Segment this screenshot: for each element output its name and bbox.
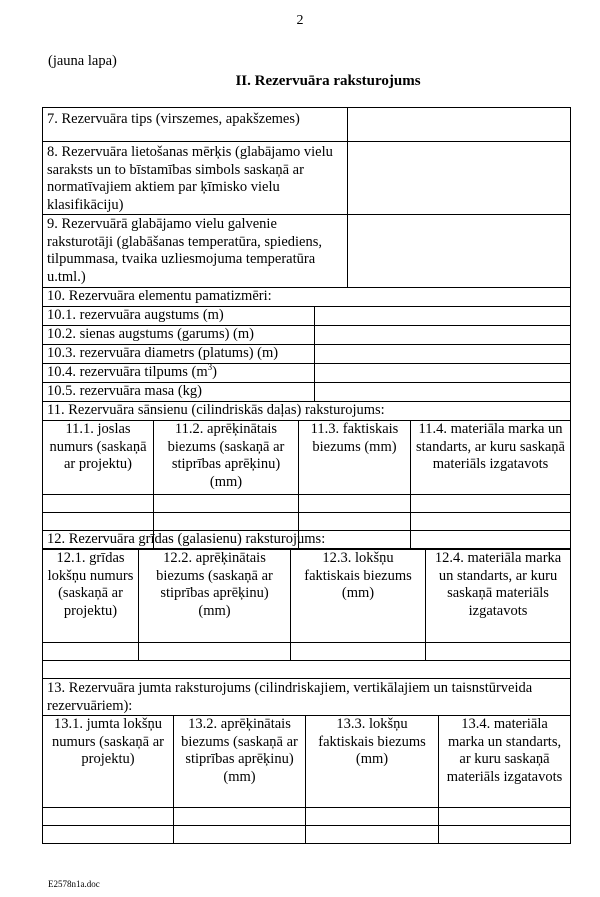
row-10-4-superscript: 3 [207,363,213,373]
row-10-2-value[interactable] [315,326,571,345]
row-9-label: 9. Rezervuārā glabājamo vielu galvenie raksturotāji (glabāšanas temperatūra, spiediens, tilpummasa, tvaika uzliesmojuma temperatūra u.tml.) [43,215,348,288]
s13-cell[interactable] [174,808,306,826]
row-10-1-label: 10.1. rezervuāra augstums (m) [43,307,315,326]
s13-cell[interactable] [43,826,174,844]
s11-header-1: 11.1. joslas numurs (saskaņā ar projektu) [43,421,154,495]
row-10-4-text: 10.4. rezervuāra tilpums (m [47,364,208,380]
row-10-5-label: 10.5. rezervuāra masa (kg) [43,383,315,402]
s11-cell[interactable] [154,495,299,513]
s11-cell[interactable] [299,513,411,531]
row-11-label: 11. Rezervuāra sānsienu (cilindriskās daļas) raksturojums: [43,402,571,421]
s12-cell[interactable] [139,643,291,661]
s11-header-2: 11.2. aprēķinātais biezums (saskaņā ar stiprības aprēķinu) (mm) [154,421,299,495]
row-13-label: 13. Rezervuāra jumta raksturojums (cilindriskajiem, vertikālajiem un taisnstūrveida rezervuāriem): [43,679,571,716]
s11-header-4: 11.4. materiāla marka un standarts, ar kuru saskaņā materiāls izgatavots [411,421,571,495]
row-9-value[interactable] [348,215,571,288]
s13-cell[interactable] [439,826,571,844]
page-number: 2 [296,13,304,28]
row-8-value[interactable] [348,142,571,215]
row-10-4-value[interactable] [315,364,571,383]
footer-filename: E2578n1a.doc [48,879,100,889]
new-page-note: (jauna lapa) [48,53,117,69]
s12-header-3: 12.3. lokšņu faktiskais biezums (mm) [291,550,426,643]
section-title: II. Rezervuāra raksturojums [235,73,421,89]
tank-info-table [42,107,571,288]
s11-cell[interactable] [411,495,571,513]
s12-header-4: 12.4. materiāla marka un standarts, ar kuru saskaņā materiāls izgatavots [426,550,571,643]
shell-table [42,401,571,549]
s11-cell[interactable] [154,513,299,531]
s12-cell[interactable] [43,643,139,661]
row-7-label: 7. Rezervuāra tips (virszemes, apakšzemes) [43,108,348,142]
row-10-3-label: 10.3. rezervuāra diametrs (platums) (m) [43,345,315,364]
s13-cell[interactable] [306,826,439,844]
row-7-value[interactable] [348,108,571,142]
s13-header-3: 13.3. lokšņu faktiskais biezums (mm) [306,716,439,808]
floor-table [42,530,571,679]
s11-cell[interactable] [43,513,154,531]
row-10-5-value[interactable] [315,383,571,402]
s13-header-1: 13.1. jumta lokšņu numurs (saskaņā ar projektu) [43,716,174,808]
row-12-label: 12. Rezervuāra grīdas (galasienu) raksturojums: [43,531,571,550]
row-10-2-label: 10.2. sienas augstums (garums) (m) [43,326,315,345]
s11-header-3: 11.3. faktiskais biezums (mm) [299,421,411,495]
s12-blank-row[interactable] [43,661,571,679]
row-8-label: 8. Rezervuāra lietošanas mērķis (glabājamo vielu saraksts un to bīstamības simbols saskaņā ar normatīvajiem aktiem par ķīmisko vielu klasifikāciju) [43,142,348,215]
row-10-3-value[interactable] [315,345,571,364]
s11-cell[interactable] [411,513,571,531]
s12-header-2: 12.2. aprēķinātais biezums (saskaņā ar stiprības aprēķinu) (mm) [139,550,291,643]
row-10-4-label [43,364,315,383]
s11-cell[interactable] [43,495,154,513]
s13-cell[interactable] [306,808,439,826]
s13-header-2: 13.2. aprēķinātais biezums (saskaņā ar stiprības aprēķinu) (mm) [174,716,306,808]
s11-cell[interactable] [299,495,411,513]
row-10-label: 10. Rezervuāra elementu pamatizmēri: [43,288,571,307]
s13-header-4: 13.4. materiāla marka un standarts, ar kuru saskaņā materiāls izgatavots [439,716,571,808]
s13-cell[interactable] [43,808,174,826]
s13-cell[interactable] [174,826,306,844]
row-10-1-value[interactable] [315,307,571,326]
s13-cell[interactable] [439,808,571,826]
s12-header-1: 12.1. grīdas lokšņu numurs (saskaņā ar projektu) [43,550,139,643]
row-10-4-close: ) [212,364,217,380]
dimensions-table [42,287,571,402]
roof-table [42,678,571,844]
s12-cell[interactable] [426,643,571,661]
s12-cell[interactable] [291,643,426,661]
